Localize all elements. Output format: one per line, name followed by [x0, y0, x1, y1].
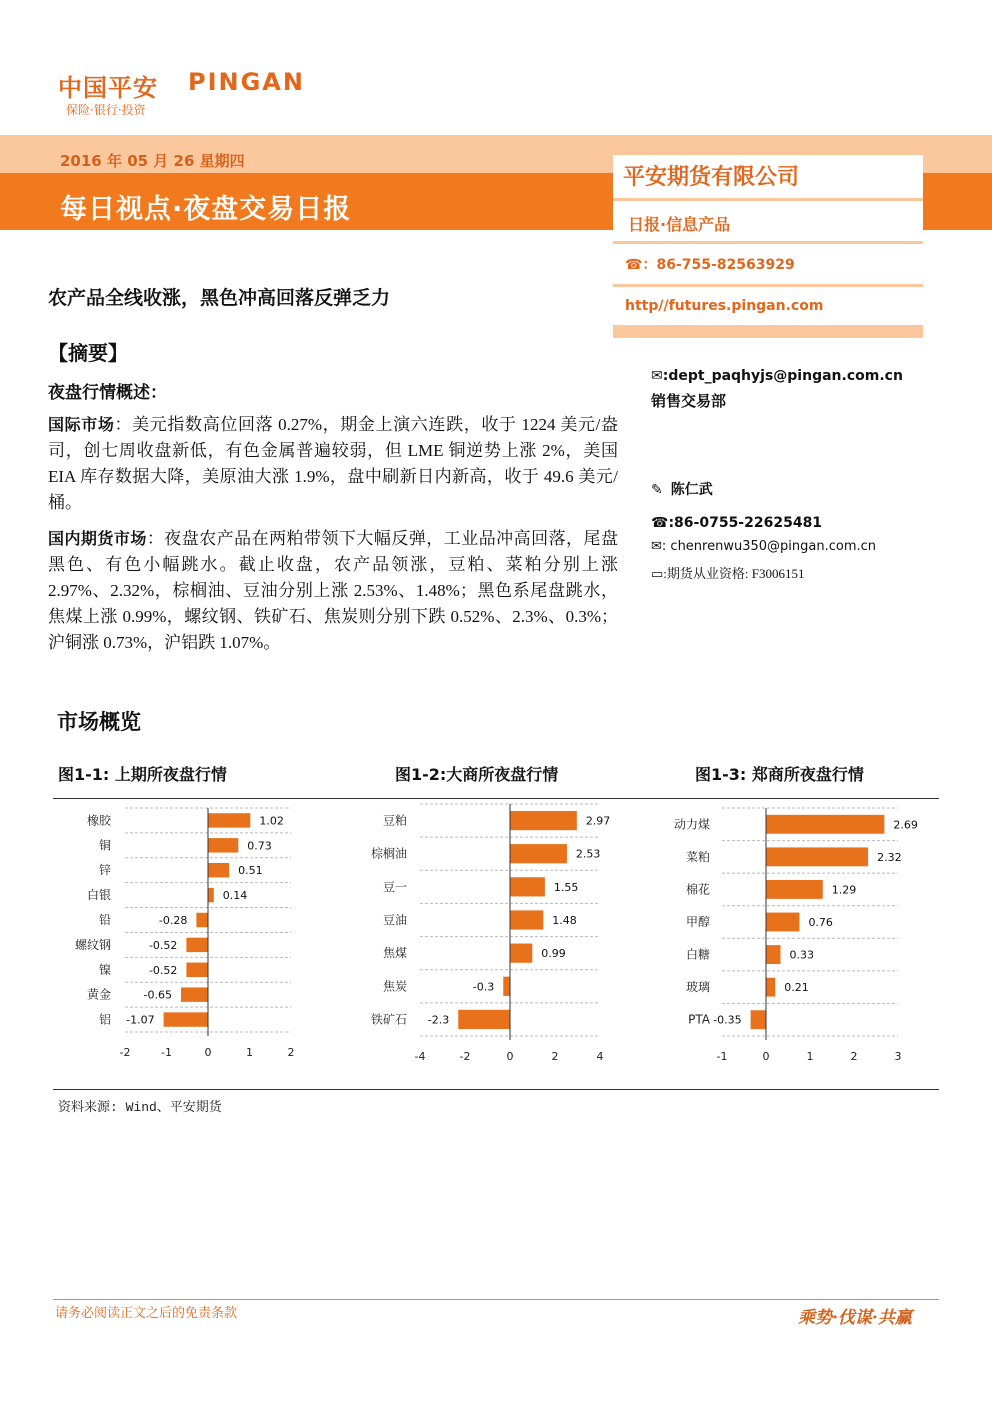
bar — [751, 1010, 766, 1029]
domestic-text: ：夜盘农产品在两粕带领下大幅反弹，工业品冲高回落，尾盘黑色、有色小幅跳水。截止收盘，农产品领涨，豆粕、菜粕分别上涨 2.97%、2.32%，棕榈油、豆油分别上涨 2.53%、1.48%；黑色系尾盘跳水，焦煤上涨 0.99%，螺纹钢、铁矿石、焦炭则分别下跌 0.52%、2.3%、0.3%；沪铜涨 0.73%，沪铝跌 1.07%。 — [48, 529, 618, 652]
tick-label: 2 — [287, 1046, 295, 1059]
bar — [766, 945, 781, 964]
bar — [164, 1012, 208, 1026]
domestic-paragraph — [48, 526, 618, 656]
data-label: -0.65 — [143, 988, 173, 1002]
dept-name: 销售交易部 — [651, 392, 727, 410]
category-label: 动力煤 — [673, 817, 710, 832]
data-label: 2.53 — [575, 847, 601, 861]
data-label: 0.73 — [247, 839, 272, 853]
intl-text: ：美元指数高位回落 0.27%，期金上演六连跌，收于 1224 美元/盎司，创七周收盘新低，有色金属普遍较弱，但 LME 铜逆势上涨 2%，美国 EIA 库存数据大降，美原油大涨 1.9%，盘中刷新日内新高，收于 49.6 美元/桶。 — [48, 415, 618, 512]
report-date: 2016 年 05 月 26 星期四 — [60, 152, 245, 170]
domestic-label: 国内期货市场 — [48, 529, 147, 548]
data-label: -1.07 — [126, 1013, 155, 1027]
dept-email[interactable]: ✉:dept_paqhyjs@pingan.com.cn — [651, 368, 903, 384]
envelope-icon: ✉ — [651, 368, 663, 384]
phone-icon: ☎ — [651, 515, 669, 531]
category-label: 甲醇 — [685, 915, 710, 929]
tick-label: -1 — [716, 1050, 728, 1063]
bar — [510, 811, 577, 830]
tick-label: 1 — [806, 1050, 814, 1063]
category-label: 铅 — [98, 913, 111, 927]
chart-dce — [360, 800, 625, 1065]
data-label: -0.52 — [148, 963, 178, 977]
logo-chinese: 中国平安 — [58, 74, 158, 102]
bar — [181, 987, 208, 1001]
intl-paragraph — [48, 412, 618, 516]
chart-czce — [660, 800, 930, 1065]
logo-tagline: 保险·银行·投资 — [66, 103, 146, 117]
tick-label: 2 — [551, 1050, 559, 1063]
logo-english: PINGAN — [188, 68, 305, 96]
category-label: 锌 — [98, 863, 111, 878]
tick-label: 0 — [204, 1046, 212, 1059]
bar — [196, 913, 208, 927]
intl-label: 国际市场 — [48, 415, 115, 434]
footer-slogan: 乘势·伐谋·共赢 — [798, 1308, 912, 1328]
data-label: 1.29 — [831, 883, 857, 897]
data-label: 0.33 — [789, 948, 815, 962]
chart-title-czce: 图1-3: 郑商所夜盘行情 — [695, 765, 864, 784]
chart-shfe — [55, 800, 310, 1065]
company-divider — [613, 198, 923, 201]
bar — [510, 844, 567, 863]
data-source: 资料来源: Wind、平安期货 — [58, 1100, 222, 1115]
data-label: 0.14 — [222, 889, 248, 903]
category-label: PTA — [688, 1012, 710, 1027]
tick-label: 1 — [246, 1046, 253, 1059]
category-label: 白糖 — [685, 947, 710, 962]
tick-label: 3 — [894, 1050, 902, 1063]
data-label: 1.48 — [552, 914, 577, 927]
category-label: 豆油 — [382, 913, 407, 927]
abstract-label: 【摘要】 — [48, 341, 128, 365]
analyst-license: ▭:期货从业资格: F3006151 — [651, 566, 805, 581]
data-label: -0.28 — [158, 914, 188, 927]
bar — [503, 977, 510, 996]
tick-label: 0 — [762, 1050, 770, 1063]
bar — [208, 863, 229, 877]
category-label: 焦煤 — [382, 946, 407, 961]
bar — [208, 888, 214, 902]
bar — [186, 938, 208, 952]
data-label: 1.02 — [259, 814, 284, 828]
analyst-phone: ☎:86-0755-22625481 — [651, 515, 823, 531]
footer-divider — [53, 1299, 939, 1300]
envelope-icon: ✉ — [651, 539, 662, 554]
company-phone-value: 86-755-82563929 — [656, 257, 795, 273]
category-label: 豆一 — [382, 879, 407, 894]
tick-label: 0 — [506, 1050, 514, 1063]
chart-top-rule — [53, 798, 939, 799]
data-label: -0.35 — [713, 1013, 742, 1027]
tick-label: 4 — [596, 1050, 604, 1063]
book-icon: ▭ — [651, 566, 664, 581]
bar — [510, 944, 532, 963]
data-label: -0.3 — [472, 980, 495, 994]
bar — [766, 913, 799, 932]
tick-label: -1 — [161, 1046, 172, 1059]
data-label: 0.99 — [541, 947, 566, 961]
phone-icon: ☎ — [625, 257, 643, 273]
category-label: 橡胶 — [86, 813, 111, 828]
analyst-email[interactable]: ✉: chenrenwu350@pingan.com.cn — [651, 539, 876, 554]
chart-bottom-rule — [53, 1089, 939, 1090]
chart-title-dce: 图1-2:大商所夜盘行情 — [395, 765, 559, 784]
bar — [458, 1010, 510, 1029]
headline: 农产品全线收涨，黑色冲高回落反弹乏力 — [48, 287, 391, 309]
data-label: 0.76 — [808, 916, 833, 929]
bar — [510, 877, 545, 896]
category-label: 镍 — [98, 962, 111, 977]
category-label: 豆粕 — [382, 813, 407, 828]
data-label: 0.51 — [238, 864, 263, 878]
company-url[interactable]: http//futures.pingan.com — [625, 298, 824, 314]
report-title: 每日视点·夜盘交易日报 — [60, 194, 352, 225]
category-label: 菜粕 — [685, 849, 710, 864]
category-label: 棉花 — [685, 882, 710, 897]
category-label: 焦炭 — [382, 979, 407, 994]
overview-label: 夜盘行情概述： — [48, 383, 167, 403]
company-divider — [613, 241, 923, 244]
tick-label: 2 — [850, 1050, 858, 1063]
category-label: 铁矿石 — [370, 1012, 407, 1027]
data-label: 2.69 — [893, 818, 918, 832]
data-label: 1.55 — [553, 880, 579, 894]
tick-label: -2 — [119, 1046, 131, 1059]
category-label: 黄金 — [86, 987, 111, 1002]
company-box-bottom — [613, 325, 923, 338]
bar — [766, 815, 884, 834]
bar — [766, 880, 823, 899]
bar — [766, 978, 775, 997]
bar — [186, 963, 208, 977]
company-subtitle: 日报·信息产品 — [628, 215, 731, 234]
bar — [208, 838, 238, 852]
tick-label: -2 — [459, 1050, 471, 1063]
data-label: 2.97 — [585, 814, 611, 828]
category-label: 螺纹钢 — [74, 937, 111, 952]
category-label: 铝 — [98, 1012, 111, 1027]
category-label: 铜 — [98, 838, 111, 853]
market-overview-label: 市场概览 — [57, 710, 141, 734]
data-label: -2.3 — [427, 1013, 450, 1027]
category-label: 棕榈油 — [370, 846, 407, 861]
category-label: 玻璃 — [685, 980, 710, 995]
pen-icon: ✎ — [651, 482, 663, 498]
analyst-name: ✎ 陈仁武 — [651, 482, 713, 498]
company-divider — [613, 284, 923, 287]
tick-label: -4 — [414, 1050, 426, 1063]
data-label: 0.21 — [784, 981, 809, 995]
chart-title-shfe: 图1-1: 上期所夜盘行情 — [58, 765, 227, 784]
bar — [766, 847, 868, 866]
bar — [510, 910, 543, 929]
category-label: 白银 — [86, 888, 111, 903]
data-label: 2.32 — [877, 850, 902, 864]
company-name: 平安期货有限公司 — [623, 164, 800, 190]
footer-disclaimer: 请务必阅读正文之后的免责条款 — [55, 1306, 238, 1321]
company-phone: ☎：86-755-82563929 — [625, 257, 795, 273]
bar — [208, 813, 250, 827]
data-label: -0.52 — [148, 938, 178, 952]
